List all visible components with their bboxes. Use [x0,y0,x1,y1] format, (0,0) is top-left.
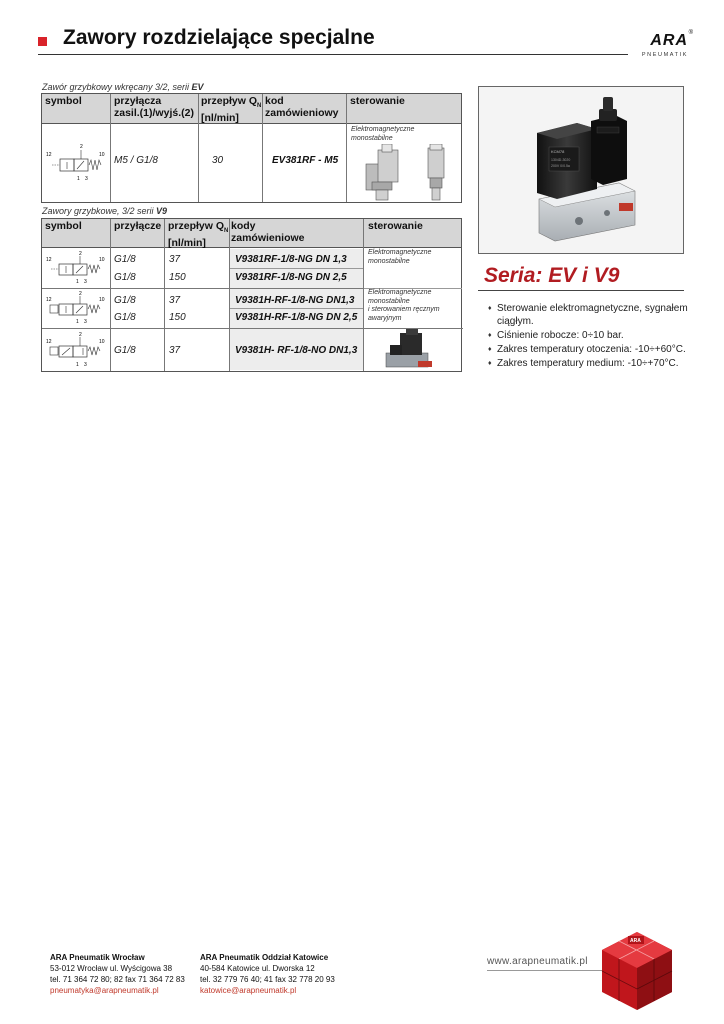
v9-row1-code: V9381RF-1/8-NG DN 1,3 [235,254,347,265]
svg-text:1: 1 [77,176,80,182]
row-divider [42,288,363,289]
v9-row2-flow: 150 [169,272,186,283]
svg-text:12: 12 [46,257,52,263]
v9-th-flow-l2: [nl/min] [168,237,206,250]
series-rule [478,290,684,291]
ev-th-code-l1: kod [265,95,284,107]
v9-th-flow-sub: N [224,228,229,235]
footer-wroclaw-phone: tel. 71 364 72 80; 82 fax 71 364 72 83 [50,975,185,984]
divider [198,94,199,202]
v9-control-a-l1: Elektromagnetyczne [368,249,432,256]
valve-symbol-icon [45,290,109,326]
v9-th-flow [168,220,228,249]
v9-control-a-l2: monostabilne [368,257,410,265]
svg-text:3: 3 [85,176,88,182]
footer-wroclaw-email[interactable]: pneumatyka@arapneumatik.pl [50,986,159,995]
svg-text:10: 10 [99,339,105,345]
ev-th-code [265,95,339,119]
footer-katowice-name: ARA Pneumatik Oddział Katowice [200,953,329,962]
v9-th-code-l1: kody [231,220,256,232]
v9-row5-flow: 37 [169,345,181,356]
divider [346,94,347,202]
svg-text:3: 3 [84,319,87,325]
v9-th-control: sterowanie [368,220,423,232]
feature-item: ♦ Zakres temperatury medium: -10÷+70°C. [488,357,688,370]
v9-table-header [42,219,461,248]
row-divider [230,268,363,269]
ev-th-flow-sub: N [257,103,262,110]
header-rule [38,54,628,55]
v9-row4-code: V9381H-RF-1/8-NG DN 2,5 [235,312,358,323]
v9-row5-code: V9381H- RF-1/8-NO DN1,3 [235,345,358,356]
v9-control-b-l2: monostabilne [368,297,410,305]
feature-item: ♦ Ciśnienie robocze: 0÷10 bar. [488,329,688,342]
valve-symbol-icon [46,142,108,182]
v9-row5-ports: G1/8 [114,345,136,356]
footer-wroclaw [50,952,185,996]
ev-th-control: sterowanie [350,95,405,107]
ev-table [41,93,462,203]
svg-text:2: 2 [79,291,82,297]
svg-text:10: 10 [99,257,105,263]
website-link[interactable]: www.arapneumatik.pl [487,956,588,967]
v9-control-b [368,289,440,323]
feature-item: ♦ Sterowanie elektromagnetyczne, sygnałem ciągłym. [488,302,688,328]
ev-control-note [351,126,414,143]
v9-valve-photo [382,329,442,371]
divider [262,94,263,202]
row-divider [230,308,363,309]
v9-row2-code: V9381RF-1/8-NG DN 2,5 [235,272,347,283]
ev-control-l2: monostabilne [351,134,393,142]
ev-table-header [42,94,461,124]
v9-control-b-l3: i sterowaniem ręcznym [368,306,440,313]
svg-text:1304D-3020: 1304D-3020 [551,158,571,162]
valve-symbol-icon [45,250,109,286]
v9-row4-flow: 150 [169,312,186,323]
v9-caption-series: V9 [156,206,168,216]
valve-symbol-icon [45,331,109,369]
footer-katowice-email[interactable]: katowice@arapneumatik.pl [200,986,297,995]
feature-item: ♦ Zakres temperatury otoczenia: -10÷+60°C. [488,343,688,356]
svg-text:3: 3 [84,362,87,368]
divider [110,94,111,202]
v9-th-ports: przyłącze [114,220,162,232]
divider [110,219,111,371]
v9-control-b-l1: Elektromagnetyczne [368,289,432,296]
footer-wroclaw-name: ARA Pneumatik Wrocław [50,953,145,962]
ev-th-ports-l2: zasil.(1)/wyjś.(2) [114,107,194,119]
v9-control-b-l4: awaryjnym [368,314,402,322]
v9-caption-text: Zawory grzybkowe, 3/2 serii [42,206,157,216]
logo-subtext: PNEUMATIK [641,52,688,58]
svg-text:2: 2 [79,332,82,338]
footer-katowice [200,952,335,996]
ev-code: EV381RF - M5 [272,155,339,166]
ev-th-flow [201,95,261,124]
logo-reg: ® [688,30,693,36]
v9-row3-flow: 37 [169,295,181,306]
valve-photo-image [479,87,683,253]
svg-text:ARA: ARA [630,938,641,944]
ev-th-code-l2: zamówieniowy [265,107,339,119]
footer-katowice-phone: tel. 32 779 76 40; 41 fax 32 778 20 93 [200,975,335,984]
v9-th-symbol: symbol [45,220,82,232]
product-photo [478,86,684,254]
v9-row3-ports: G1/8 [114,295,136,306]
v9-th-code [231,220,305,244]
v9-row1-ports: G1/8 [114,254,136,265]
ev-caption [42,82,204,92]
red-square-icon [38,37,47,46]
svg-text:KCM78: KCM78 [551,149,565,154]
v9-control-a [368,249,431,266]
footer-rule [487,970,602,971]
svg-text:12: 12 [46,339,52,345]
svg-text:12: 12 [46,297,52,303]
ev-flow: 30 [212,155,224,166]
ev-th-ports-l1: przyłącza [114,95,162,107]
v9-caption [42,206,167,216]
footer-wroclaw-address: 53-012 Wrocław ul. Wyścigowa 38 [50,964,173,973]
svg-text:3: 3 [84,279,87,285]
ev-ports: M5 / G1/8 [114,155,158,166]
ara-logo [632,30,693,62]
ev-th-flow-l1: przepływ Q [201,95,258,107]
svg-text:10: 10 [99,297,105,303]
v9-th-code-l2: zamówieniowe [231,232,305,244]
v9-row4-ports: G1/8 [114,312,136,323]
footer-katowice-address: 40-584 Katowice ul. Dworska 12 [200,964,315,973]
v9-table [41,218,462,372]
ev-th-symbol: symbol [45,95,82,107]
svg-text:1: 1 [76,279,79,285]
svg-text:1: 1 [76,362,79,368]
v9-row3-code: V9381H-RF-1/8-NG DN1,3 [235,295,355,306]
ev-caption-text: Zawór grzybkowy wkręcany 3/2, serii [42,82,192,92]
ev-caption-series: EV [191,82,204,92]
cube-logo-icon [598,928,676,1012]
v9-th-flow-l1: przepływ Q [168,220,225,232]
v9-row1-flow: 37 [169,254,181,265]
ev-valve-drawing-icon [364,144,459,202]
svg-text:10: 10 [99,152,105,158]
svg-text:200V 0/0.5a: 200V 0/0.5a [551,164,570,168]
svg-text:2: 2 [79,251,82,257]
divider [363,219,364,371]
v9-row2-ports: G1/8 [114,272,136,283]
ev-th-flow-l2: [nl/min] [201,112,239,125]
svg-text:12: 12 [46,152,52,158]
svg-text:1: 1 [76,319,79,325]
feature-list [488,302,688,371]
divider [229,219,230,371]
svg-text:2: 2 [80,144,83,150]
page-header [38,26,693,66]
divider [164,219,165,371]
series-title: Seria: EV i V9 [484,264,620,287]
ev-th-ports [114,95,194,119]
ev-control-l1: Elektromagnetyczne [351,126,415,133]
page-title: Zawory rozdzielające specjalne [63,26,375,49]
logo-text: ARA [650,32,688,49]
